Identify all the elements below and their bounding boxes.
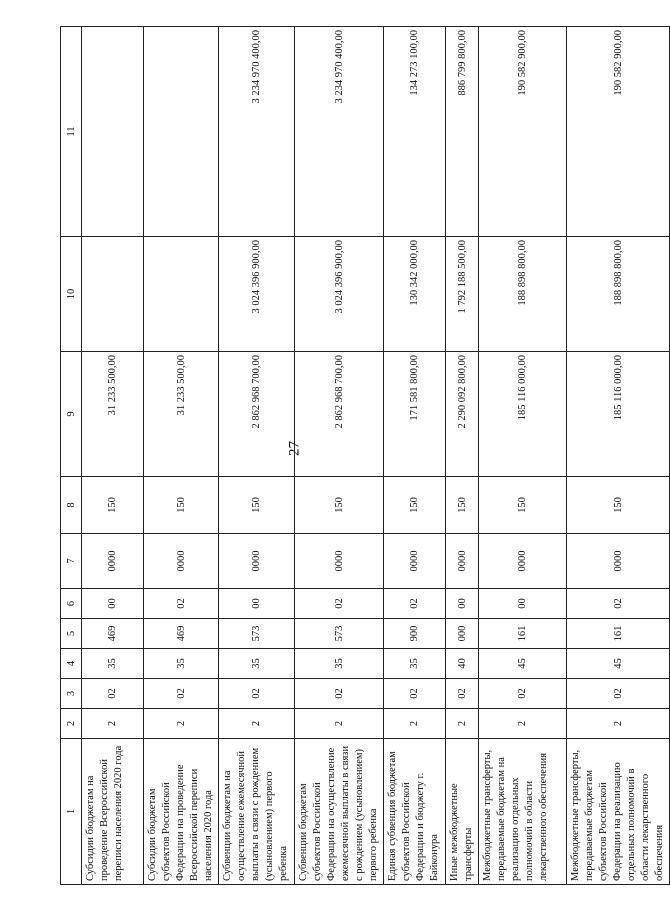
code-cell: 02 (384, 589, 446, 619)
amount-cell: 190 582 900,00 (567, 27, 670, 237)
code-cell: 35 (219, 649, 295, 679)
code-cell: 02 (384, 679, 446, 709)
code-cell: 000 (446, 619, 479, 649)
amount-cell: 3 024 396 900,00 (295, 237, 384, 352)
code-cell: 02 (295, 679, 384, 709)
code-cell: 02 (567, 589, 670, 619)
code-cell: 02 (144, 679, 219, 709)
col-header: 8 (61, 477, 82, 534)
code-cell: 469 (82, 619, 144, 649)
row-name: Иные межбюджетные трансферты (446, 739, 479, 885)
code-cell: 2 (219, 709, 295, 739)
code-cell: 150 (479, 477, 567, 534)
code-cell: 161 (479, 619, 567, 649)
table-row (295, 27, 384, 885)
code-cell: 2 (144, 709, 219, 739)
code-cell: 2 (567, 709, 670, 739)
col-header: 5 (61, 619, 82, 649)
amount-cell: 190 582 900,00 (479, 27, 567, 237)
amount-cell (144, 237, 219, 352)
amount-cell (82, 237, 144, 352)
amount-cell (82, 27, 144, 237)
row-name: Субсидии бюджетам субъектов Российской Федерации на проведение Всероссийской переписи населения 2020 года (144, 739, 219, 885)
code-cell: 0000 (144, 534, 219, 589)
amount-cell: 3 024 396 900,00 (219, 237, 295, 352)
col-header: 11 (61, 27, 82, 237)
code-cell: 900 (384, 619, 446, 649)
amount-cell: 2 862 968 700,00 (295, 352, 384, 477)
code-cell: 02 (479, 679, 567, 709)
col-header: 1 (61, 739, 82, 885)
amount-cell: 185 116 000,00 (567, 352, 670, 477)
code-cell: 150 (446, 477, 479, 534)
amount-cell: 134 273 100,00 (384, 27, 446, 237)
code-cell: 40 (446, 649, 479, 679)
amount-cell: 3 234 970 400,00 (219, 27, 295, 237)
code-cell: 45 (567, 649, 670, 679)
amount-cell: 188 898 800,00 (479, 237, 567, 352)
code-cell: 573 (295, 619, 384, 649)
code-cell: 00 (219, 589, 295, 619)
col-header: 3 (61, 679, 82, 709)
row-name: Межбюджетные трансферты, передаваемые бюджетам субъектов Российской Федерации на реализацию отдельных полномочий в области лекарственного обеспечения (567, 739, 670, 885)
code-cell: 02 (446, 679, 479, 709)
code-cell: 0000 (295, 534, 384, 589)
row-name: Единая субвенция бюджетам субъектов Российской Федерации и бюджету г. Байконура (384, 739, 446, 885)
code-cell: 35 (144, 649, 219, 679)
code-cell: 469 (144, 619, 219, 649)
code-cell: 02 (82, 679, 144, 709)
col-header: 7 (61, 534, 82, 589)
amount-cell (144, 27, 219, 237)
code-cell: 150 (82, 477, 144, 534)
code-cell: 2 (384, 709, 446, 739)
row-name: Межбюджетные трансферты, передаваемые бюджетам на реализацию отдельных полномочий в области лекарственного обеспечения (479, 739, 567, 885)
code-cell: 161 (567, 619, 670, 649)
code-cell: 2 (295, 709, 384, 739)
amount-cell: 171 581 800,00 (384, 352, 446, 477)
header-row (61, 27, 82, 885)
code-cell: 45 (479, 649, 567, 679)
table-row (479, 27, 567, 885)
amount-cell: 1 792 188 500,00 (446, 237, 479, 352)
code-cell: 35 (384, 649, 446, 679)
col-header: 4 (61, 649, 82, 679)
row-name: Субвенции бюджетам субъектов Российской Федерации на осуществление ежемесячной выплаты в связи с рождением (усыновлением) первого ребенка (295, 739, 384, 885)
code-cell: 00 (446, 589, 479, 619)
table-row (384, 27, 446, 885)
code-cell: 02 (219, 679, 295, 709)
code-cell: 35 (82, 649, 144, 679)
table-row (219, 27, 295, 885)
code-cell: 573 (219, 619, 295, 649)
code-cell: 150 (384, 477, 446, 534)
amount-cell: 886 799 800,00 (446, 27, 479, 237)
code-cell: 150 (295, 477, 384, 534)
amount-cell: 31 233 500,00 (144, 352, 219, 477)
col-header: 6 (61, 589, 82, 619)
row-name: Субвенции бюджетам на осуществление ежемесячной выплаты в связи с рождением (усыновлением) первого ребенка (219, 739, 295, 885)
code-cell: 02 (295, 589, 384, 619)
code-cell: 150 (219, 477, 295, 534)
code-cell: 150 (567, 477, 670, 534)
amount-cell: 188 898 800,00 (567, 237, 670, 352)
amount-cell: 31 233 500,00 (82, 352, 144, 477)
budget-table (60, 26, 670, 885)
amount-cell: 3 234 970 400,00 (295, 27, 384, 237)
col-header: 2 (61, 709, 82, 739)
table-row (144, 27, 219, 885)
code-cell: 0000 (384, 534, 446, 589)
page-number: 27 (286, 441, 303, 456)
code-cell: 2 (479, 709, 567, 739)
table-row (567, 27, 670, 885)
col-header: 9 (61, 352, 82, 477)
table-row (82, 27, 144, 885)
code-cell: 2 (82, 709, 144, 739)
code-cell: 00 (479, 589, 567, 619)
amount-cell: 185 116 000,00 (479, 352, 567, 477)
code-cell: 150 (144, 477, 219, 534)
rotated-table-sheet (60, 27, 665, 885)
code-cell: 35 (295, 649, 384, 679)
code-cell: 0000 (479, 534, 567, 589)
code-cell: 00 (82, 589, 144, 619)
amount-cell: 2 290 092 800,00 (446, 352, 479, 477)
code-cell: 02 (144, 589, 219, 619)
col-header: 10 (61, 237, 82, 352)
amount-cell: 130 342 000,00 (384, 237, 446, 352)
code-cell: 0000 (446, 534, 479, 589)
amount-cell: 2 862 968 700,00 (219, 352, 295, 477)
code-cell: 0000 (82, 534, 144, 589)
code-cell: 0000 (219, 534, 295, 589)
table-row (446, 27, 479, 885)
code-cell: 2 (446, 709, 479, 739)
row-name: Субсидии бюджетам на проведение Всероссийской переписи населения 2020 года (82, 739, 144, 885)
code-cell: 02 (567, 679, 670, 709)
code-cell: 0000 (567, 534, 670, 589)
